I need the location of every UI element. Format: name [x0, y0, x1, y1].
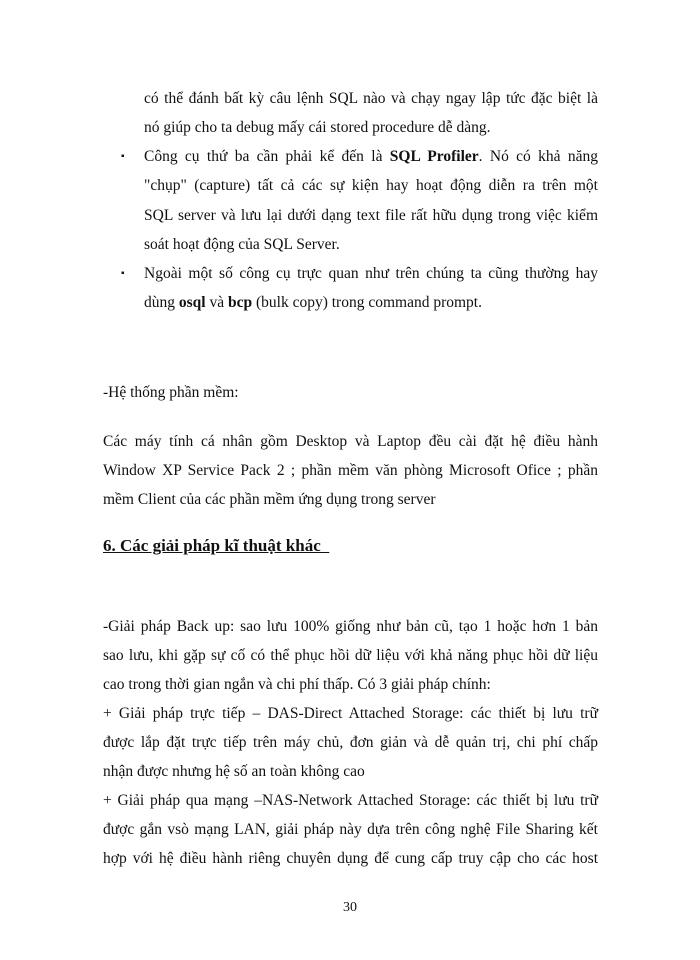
bullet-3-line-1: Ngoài một số công cụ trực quan như trên chúng ta cũng thường hay: [144, 265, 598, 282]
section-6-line-5: được lắp đặt trực tiếp trên máy chủ, đơn giản và dễ quản trị, chi phí chấp: [103, 734, 598, 751]
section-6-line-3: cao trong thời gian ngắn và chi phí thấp. Có 3 giải pháp chính:: [103, 676, 491, 693]
bullet-2-text-c: . Nó có khả năng: [478, 148, 598, 165]
page-number: 30: [343, 900, 357, 915]
software-line-3: mềm Client của các phần mềm ứng dụng trong server: [103, 491, 436, 508]
section-6-line-7: + Giải pháp qua mạng –NAS-Network Attached Storage: các thiết bị lưu trữ: [103, 792, 598, 809]
osql-term: osql: [178, 294, 206, 311]
bullet-3-text-a: dùng: [144, 294, 179, 311]
section-6-heading: 6. Các giải pháp kĩ thuật khác: [103, 536, 330, 555]
bullet-3-text-e: (bulk copy) trong command prompt.: [252, 294, 482, 311]
bullet-2-line-3: SQL server và lưu lại dưới dạng text file rất hữu dụng trong việc kiểm: [144, 207, 598, 224]
software-title: -Hệ thống phần mềm:: [103, 384, 239, 401]
section-6-line-6: nhận được nhưng hệ số an toàn không cao: [103, 763, 365, 780]
bullet-2-line-1: [144, 147, 598, 167]
bullet-1-line-2: nó giúp cho ta debug mấy cái stored procedure dễ dàng.: [144, 119, 491, 136]
software-line-1: Các máy tính cá nhân gồm Desktop và Laptop đều cài đặt hệ điều hành: [103, 433, 598, 450]
section-6-line-9: hợp với hệ điều hành riêng chuyên dụng để cung cấp truy cập cho các host: [103, 850, 598, 867]
bcp-term: bcp: [227, 294, 253, 311]
bullet-1-line-1: có thể đánh bất kỳ câu lệnh SQL nào và chạy ngay lập tức đặc biệt là: [144, 90, 598, 107]
section-6-line-4: + Giải pháp trực tiếp – DAS-Direct Attached Storage: các thiết bị lưu trữ: [103, 705, 598, 722]
section-6-line-8: được gắn vsò mạng LAN, giải pháp này dựa trên công nghệ File Sharing kết: [103, 821, 598, 838]
software-line-2: Window XP Service Pack 2 ; phần mềm văn phòng Microsoft Ofice ; phần: [103, 462, 598, 479]
bullet-2-marker: ▪: [121, 151, 125, 162]
section-6-line-1: -Giải pháp Back up: sao lưu 100% giống như bản cũ, tạo 1 hoặc hơn 1 bản: [103, 618, 598, 635]
bullet-2-line-4: soát hoạt động của SQL Server.: [144, 236, 340, 253]
bullet-3-line-2: [144, 293, 482, 313]
section-6-line-2: sao lưu, khi gặp sự cố có thể phục hồi dữ liệu với khả năng phục hồi dữ liệu: [103, 647, 598, 664]
bullet-3-marker: ▪: [121, 268, 125, 279]
bullet-2-line-2: "chụp" (capture) tất cả các sự kiện hay hoạt động diễn ra trên một: [144, 177, 598, 194]
bullet-3-text-c: và: [205, 294, 228, 311]
sql-profiler-term: SQL Profiler: [389, 148, 479, 165]
bullet-2-text-a: Công cụ thứ ba cần phải kể đến là: [144, 148, 390, 165]
